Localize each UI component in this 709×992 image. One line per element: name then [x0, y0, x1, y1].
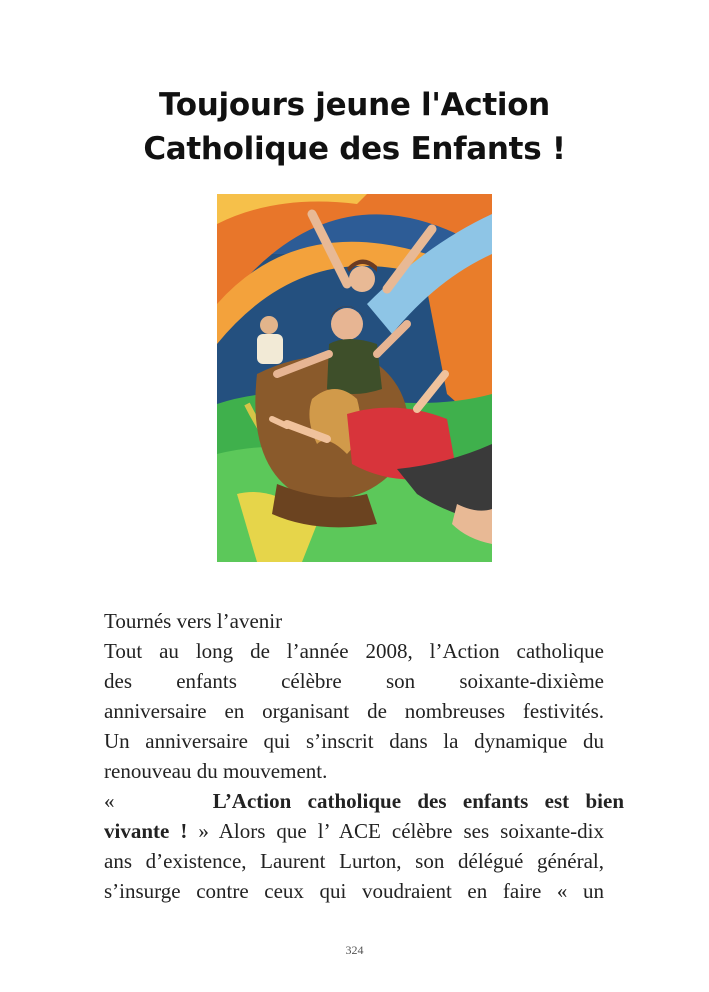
title-line-2: Catholique des Enfants !: [143, 131, 566, 167]
paragraph-line: ans d’existence, Laurent Lurton, son délégué général,: [104, 849, 604, 873]
paragraph-line: Un anniversaire qui s’inscrit dans la dynamique du: [104, 729, 604, 753]
paragraph-line: des enfants célèbre son soixante-dixième: [104, 669, 604, 693]
paragraph-line: anniversaire en organisant de nombreuses festivités.: [104, 699, 604, 723]
photo-illustration: [217, 194, 492, 562]
children-bouncy-castle-photo: [217, 194, 492, 562]
page-title: [80, 83, 629, 171]
quote-bold-text: L’Action catholique des enfants est bien: [212, 789, 625, 813]
page-number: 324: [345, 943, 364, 957]
subheading: Tournés vers l’avenir: [104, 609, 283, 633]
quote-open-mark: «: [104, 789, 115, 813]
paragraph-line: Tout au long de l’année 2008, l’Action catholique: [104, 639, 604, 663]
quote-line: [104, 786, 624, 816]
quote-line: [104, 816, 604, 846]
paragraph-line: renouveau du mouvement.: [104, 759, 328, 783]
quote-rest-text: » Alors que l’ ACE célèbre ses soixante-dix: [187, 819, 604, 843]
paragraph-line: s’insurge contre ceux qui voudraient en faire « un: [104, 879, 604, 903]
title-line-1: Toujours jeune l'Action: [159, 87, 550, 123]
quote-bold-text: vivante !: [104, 819, 188, 843]
article-body: [104, 606, 625, 906]
